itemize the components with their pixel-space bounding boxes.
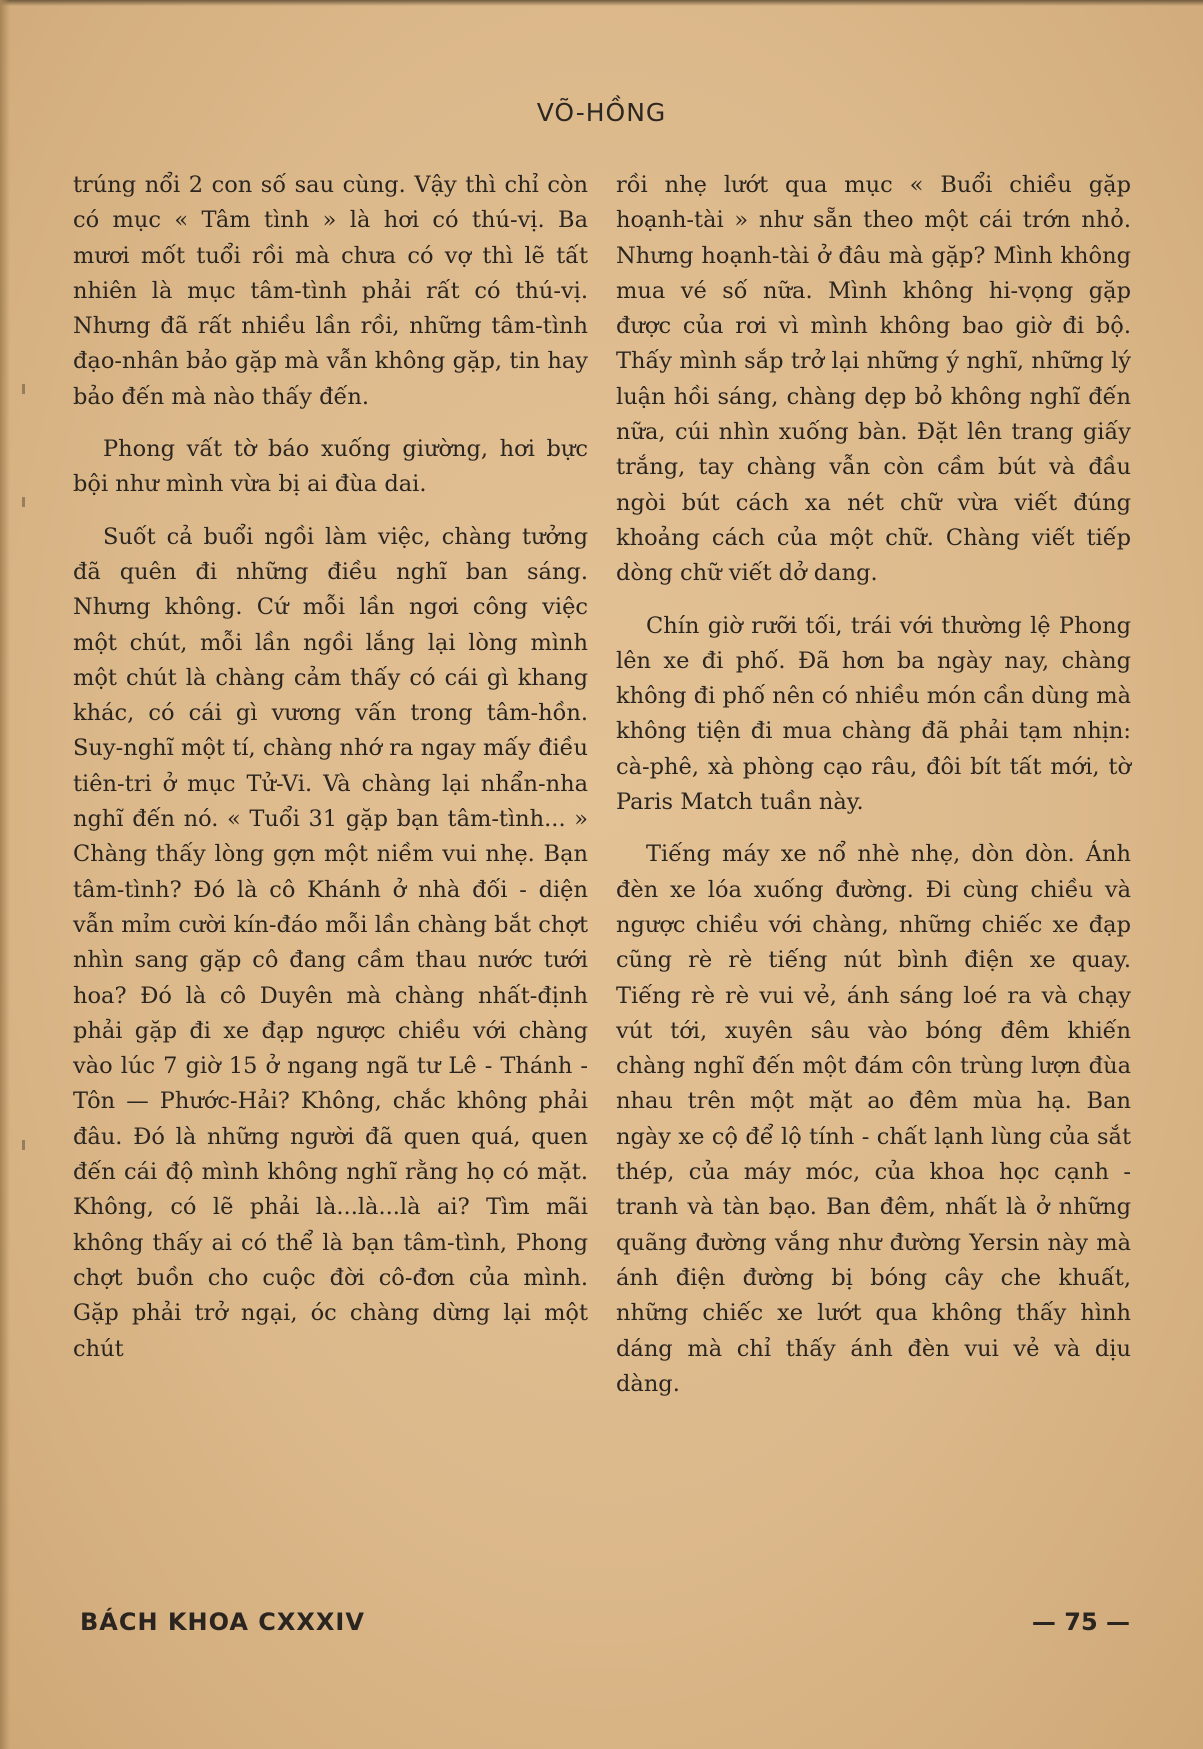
paragraph: Phong vất tờ báo xuống giường, hơi bực bội như mình vừa bị ai đùa dai. [73,436,588,498]
footer-magazine-title: BÁCH KHOA CXXXIV [80,1608,365,1636]
page-top-edge [0,0,1203,6]
binding-mark [22,384,25,394]
text-column-left [73,168,588,1367]
footer-page-number: — 75 — [1031,1608,1130,1636]
paragraph: Suốt cả buổi ngồi làm việc, chàng tưởng đã quên đi những điều nghĩ ban sáng. Nhưng không. Cứ mỗi lần ngơi công việc một chút, mỗi lần ngồi lắng lại lòng mình một chút là chàng cảm thấy có cái gì khang khác, có cái gì vương vấn trong tâm-hồn. Suy-nghĩ một tí, chàng nhớ ra ngay mấy điều tiên-tri ở mục Tử-Vi. Và chàng lại nhẩn-nha nghĩ đến nó. « Tuổi 31 gặp bạn tâm-tình... » Chàng thấy lòng gợn một niềm vui nhẹ. Bạn tâm-tình? Đó là cô Khánh ở nhà đối - diện vẫn mỉm cười kín-đáo mỗi lần chàng bắt chợt nhìn sang gặp cô đang cầm thau nước tưới hoa? Đó là cô Duyên mà chàng nhất-định phải gặp đi xe đạp ngược chiều với chàng vào lúc 7 giờ 15 ở ngang ngã tư Lê - Thánh - Tôn — Phước-Hải? Không, chắc không phải đâu. Đó là những người đã quen quá, quen đến cái độ mình không nghĩ rằng họ có mặt. Không, có lẽ phải là...là...là ai? Tìm mãi không thấy ai có thể là bạn tâm-tình, Phong chợt buồn cho cuộc đời cô-đơn của mình. Gặp phải trở ngại, óc chàng dừng lại một chút [73,523,588,1362]
text-column-right [616,168,1131,1402]
page-left-edge [0,0,10,1749]
paragraph: rồi nhẹ lướt qua mục « Buổi chiều gặp hoạnh-tài » như sẵn theo một cái trớn nhỏ. Nhưng hoạnh-tài ở đâu mà gặp? Mình không mua vé số nữa. Mình không hi-vọng gặp được của rơi vì mình không bao giờ đi bộ. Thấy mình sắp trở lại những ý nghĩ, những lý luận hồi sáng, chàng dẹp bỏ không nghĩ đến nữa, cúi nhìn xuống bàn. Đặt lên trang giấy trắng, tay chàng vẫn còn cầm bút và đầu ngòi bút cách xa nét chữ vừa viết đúng khoảng cách của một chữ. Chàng viết tiếp dòng chữ viết dở dang. [616,172,1131,587]
paragraph: trúng nổi 2 con số sau cùng. Vậy thì chỉ còn có mục « Tâm tình » là hơi có thú-vị. Ba mươi mốt tuổi rồi mà chưa có vợ thì lẽ tất nhiên là mục tâm-tình phải rất có thú-vị. Nhưng đã rất nhiều lần rồi, những tâm-tình đạo-nhân bảo gặp mà vẫn không gặp, tin hay bảo đến mà nào thấy đến. [73,172,588,410]
binding-mark [22,497,25,507]
paragraph: Chín giờ rưỡi tối, trái với thường lệ Phong lên xe đi phố. Đã hơn ba ngày nay, chàng không đi phố nên có nhiều món cần dùng mà không tiện đi mua chàng đã phải tạm nhịn: cà-phê, xà phòng cạo râu, đôi bít tất mới, tờ Paris Match tuần này. [616,612,1131,816]
running-head-author: VÕ-HỒNG [536,98,667,127]
binding-mark [22,1140,25,1150]
paragraph: Tiếng máy xe nổ nhè nhẹ, dòn dòn. Ánh đèn xe lóa xuống đường. Đi cùng chiều và ngược chiều với chàng, những chiếc xe đạp cũng rè rè tiếng nút bình điện xe quay. Tiếng rè rè vui vẻ, ánh sáng loé ra và chạy vút tới, xuyên sâu vào bóng đêm khiến chàng nghĩ đến một đám côn trùng lượn đùa nhau trên một mặt ao đêm mùa hạ. Ban ngày xe cộ để lộ tính - chất lạnh lùng của sắt thép, của máy móc, của khoa học cạnh - tranh và tàn bạo. Ban đêm, nhất là ở những quãng đường vắng như đường Yersin này mà ánh điện đường bị bóng cây che khuất, những chiếc xe lướt qua không thấy hình dáng mà chỉ thấy ánh đèn vui vẻ và dịu dàng. [616,841,1131,1397]
